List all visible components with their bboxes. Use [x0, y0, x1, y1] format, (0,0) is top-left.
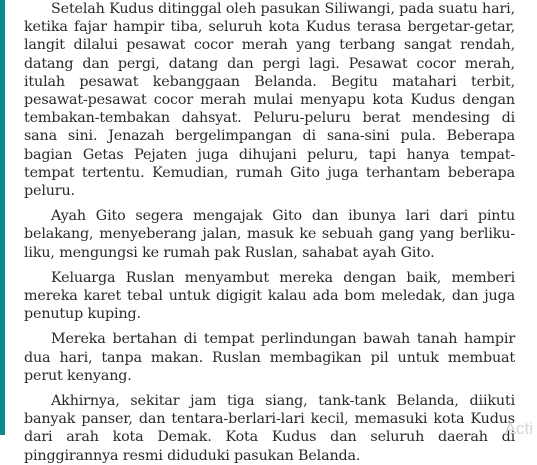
- paragraph-1: Setelah Kudus ditinggal oleh pasukan Siliwangi, pada suatu hari, ketika fajar hampir tiba, seluruh kota Kudus terasa bergetar-getar, langit dilalui pesawat cocor merah yang terbang sangat rendah, datang dan pergi, datang dan pergi lagi. Pesawat cocor merah, itulah pesawat kebanggaan Belanda. Begitu matahari terbit, pesawat-pesawat cocor merah mulai menyapu kota Kudus dengan tembakan-tembakan dahsyat. Peluru-peluru berat mendesing di sana sini. Jenazah bergelimpangan di sana-sini pula. Beberapa bagian Getas Pejaten juga dihujani peluru, tapi hanya tempat-tempat tertentu. Kemudian, rumah Gito juga terhantam beberapa peluru.: [24, 1, 515, 200]
- paragraph-3: Keluarga Ruslan menyambut mereka dengan baik, memberi mereka karet tebal untuk digigit kalau ada bom meledak, dan juga penutup kuping.: [24, 269, 515, 323]
- left-accent-bar: [0, 0, 5, 435]
- story-text: [24, 0, 515, 465]
- paragraph-4: Mereka bertahan di tempat perlindungan bawah tanah hampir dua hari, tanpa makan. Ruslan membagikan pil untuk membuat perut kenyang.: [24, 331, 515, 384]
- paragraph-5: Akhirnya, sekitar jam tiga siang, tank-tank Belanda, diikuti banyak panser, dan tentara-berlari-lari kecil, memasuki kota Kudus dari arah kota Demak. Kota Kudus dan seluruh daerah di pinggirannya resmi diduduki pasukan Belanda.: [24, 393, 515, 464]
- watermark-text: Acti: [504, 419, 533, 438]
- paragraph-2: Ayah Gito segera mengajak Gito dan ibunya lari dari pintu belakang, menyeberang jalan, masuk ke sebuah gang yang berliku-liku, mengungsi ke rumah pak Ruslan, sahabat ayah Gito.: [24, 208, 515, 261]
